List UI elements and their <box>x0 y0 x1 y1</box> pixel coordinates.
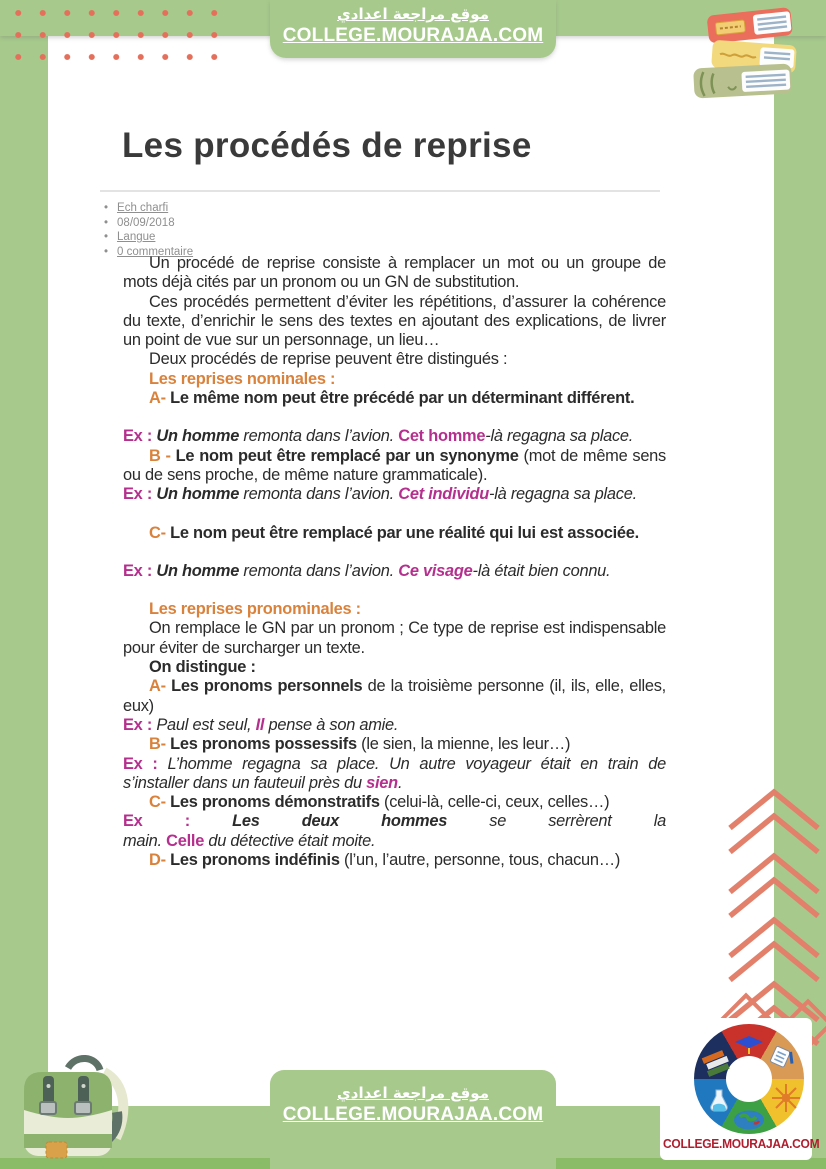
footer-site-banner <box>270 1070 556 1169</box>
text-segment: L’homme regagna sa place. Un autre voyageur était en train de s’installer dans un fauteuil près du <box>123 754 666 792</box>
text-segment: de la troisième personne (il, ils, elle, elles, eux) <box>123 677 666 715</box>
text-segment: (celui-là, celle-ci, ceux, celles…) <box>384 793 610 812</box>
header-site-domain: COLLEGE.MOURAJAA.COM <box>282 25 544 46</box>
text-segment: Ex : <box>123 485 157 504</box>
page-title: Les procédés de reprise <box>122 126 532 165</box>
logo-subject-glyphs <box>694 1024 804 1134</box>
text-segment: Cet homme <box>398 427 486 446</box>
text-segment: Un procédé de reprise consiste à remplacer un mot ou un groupe de mots déjà cités par un pronom ou un GN de substitution. <box>123 254 666 292</box>
text-segment: Un homme <box>156 485 240 504</box>
text-segment: Ex : <box>123 427 157 446</box>
article-meta-list <box>104 201 193 259</box>
text-segment: B - <box>149 446 176 465</box>
paragraph <box>123 370 666 389</box>
text-segment: (le sien, la mienne, les leur…) <box>361 735 571 754</box>
paragraph <box>123 389 666 408</box>
text-segment: sien <box>366 773 398 792</box>
meta-link-text[interactable]: 0 commentaire <box>117 245 194 258</box>
text-segment: (l’un, l’autre, personne, tous, chacun…) <box>344 851 621 870</box>
text-segment: Ex : <box>123 561 157 580</box>
paragraph <box>123 600 666 619</box>
text-segment: D- <box>149 851 171 870</box>
paragraph <box>123 350 666 369</box>
text-segment: remonta dans l’avion. <box>243 427 399 446</box>
text-segment: A- <box>149 677 172 696</box>
text-segment: pense à son amie. <box>264 715 399 734</box>
paragraph <box>123 832 666 851</box>
paragraph <box>123 427 666 446</box>
text-segment: remonta dans l’avion. <box>239 485 399 504</box>
text-segment: Il <box>255 715 265 734</box>
paragraph <box>123 254 666 293</box>
paragraph <box>123 677 666 716</box>
text-segment: Les pronoms indéfinis <box>170 851 345 870</box>
text-segment: Les deux hommes <box>232 812 448 831</box>
paragraph <box>123 619 666 658</box>
text-segment: -là regagna sa place. <box>489 485 637 504</box>
text-segment: (mot de même sens ou de sens proche, de même nature grammaticale). <box>123 446 666 484</box>
text-segment: Les pronoms démonstratifs <box>170 793 385 812</box>
header-site-name-arabic: موقع مراجعة اعدادي <box>337 5 489 23</box>
text-segment: A- <box>149 389 171 408</box>
stacked-books-icon <box>684 4 802 100</box>
text-segment: Ce visage <box>398 561 473 580</box>
paragraph-spacer <box>123 505 666 524</box>
text-segment: C- <box>149 523 171 542</box>
backpack-icon <box>16 1050 138 1164</box>
paragraph <box>123 793 666 812</box>
paragraph <box>123 485 666 504</box>
text-segment: Ex : <box>123 715 157 734</box>
text-segment: Les reprises nominales : <box>149 369 336 388</box>
paragraph <box>123 447 666 486</box>
text-segment: Les pronoms possessifs <box>170 735 362 754</box>
paragraph <box>123 293 666 351</box>
meta-link-text[interactable]: Ech charfi <box>117 202 169 214</box>
text-segment: Ex : <box>123 812 233 831</box>
paragraph <box>123 716 666 735</box>
paragraph <box>123 851 666 870</box>
paragraph-spacer <box>123 543 666 562</box>
text-segment: Un homme <box>156 427 244 446</box>
footer-site-domain: COLLEGE.MOURAJAA.COM <box>282 1104 544 1125</box>
text-segment: . <box>397 773 403 792</box>
paragraph-spacer <box>123 408 666 427</box>
text-segment: -là était bien connu. <box>472 561 611 580</box>
logo-caption: COLLEGE.MOURAJAA.COM <box>663 1137 820 1151</box>
text-segment: Le nom peut être remplacé par une réalité qui lui est associée. <box>170 523 639 542</box>
paragraph <box>123 812 666 831</box>
text-segment: Les reprises pronominales : <box>149 600 361 619</box>
text-segment: Cet individu <box>398 485 490 504</box>
text-segment: On remplace le GN par un pronom ; Ce type de reprise est indispensable pour éviter de surcharger un texte. <box>123 619 666 657</box>
text-segment: Le même nom peut être précédé par un déterminant différent. <box>170 389 635 408</box>
text-segment: main. <box>123 831 167 850</box>
text-segment: remonta dans l’avion. <box>239 561 399 580</box>
text-segment: C- <box>149 793 171 812</box>
text-segment: B- <box>149 735 171 754</box>
meta-date <box>104 216 193 231</box>
dot-grid-decoration <box>0 0 228 60</box>
text-segment: Celle <box>166 831 205 850</box>
meta-link <box>104 230 193 245</box>
text-segment: Paul est seul, <box>156 715 256 734</box>
text-segment: Un homme <box>156 561 240 580</box>
text-segment: Ex : <box>123 754 168 773</box>
paragraph <box>123 658 666 677</box>
header-site-banner <box>270 0 556 58</box>
text-segment: -là regagna sa place. <box>485 427 634 446</box>
meta-link-text[interactable]: Langue <box>117 231 156 244</box>
text-segment: On distingue : <box>149 658 256 677</box>
footer-site-name-arabic: موقع مراجعة اعدادي <box>337 1084 489 1102</box>
frame-left-strip <box>0 0 48 1169</box>
text-segment: Les pronoms personnels <box>171 677 368 696</box>
meta-link <box>104 201 193 216</box>
paragraph-spacer <box>123 581 666 600</box>
meta-date-text: 08/09/2018 <box>117 216 175 229</box>
paragraph <box>123 562 666 581</box>
text-segment: Le nom peut être remplacé par un synonyme <box>175 446 524 465</box>
paragraph <box>123 735 666 754</box>
paragraph <box>123 755 666 794</box>
title-divider <box>100 190 660 192</box>
text-segment: Deux procédés de reprise peuvent être distingués : <box>149 350 508 369</box>
text-segment: du détective était moite. <box>204 831 376 850</box>
text-segment: se serrèrent la <box>447 812 666 831</box>
article-body <box>123 254 666 870</box>
paragraph <box>123 524 666 543</box>
text-segment: Ces procédés permettent d’éviter les répétitions, d’assurer la cohérence du texte, d’enrichir le sens des textes en ajoutant des explications, de livrer un point de vue sur un personnage, un lieu… <box>123 292 666 350</box>
